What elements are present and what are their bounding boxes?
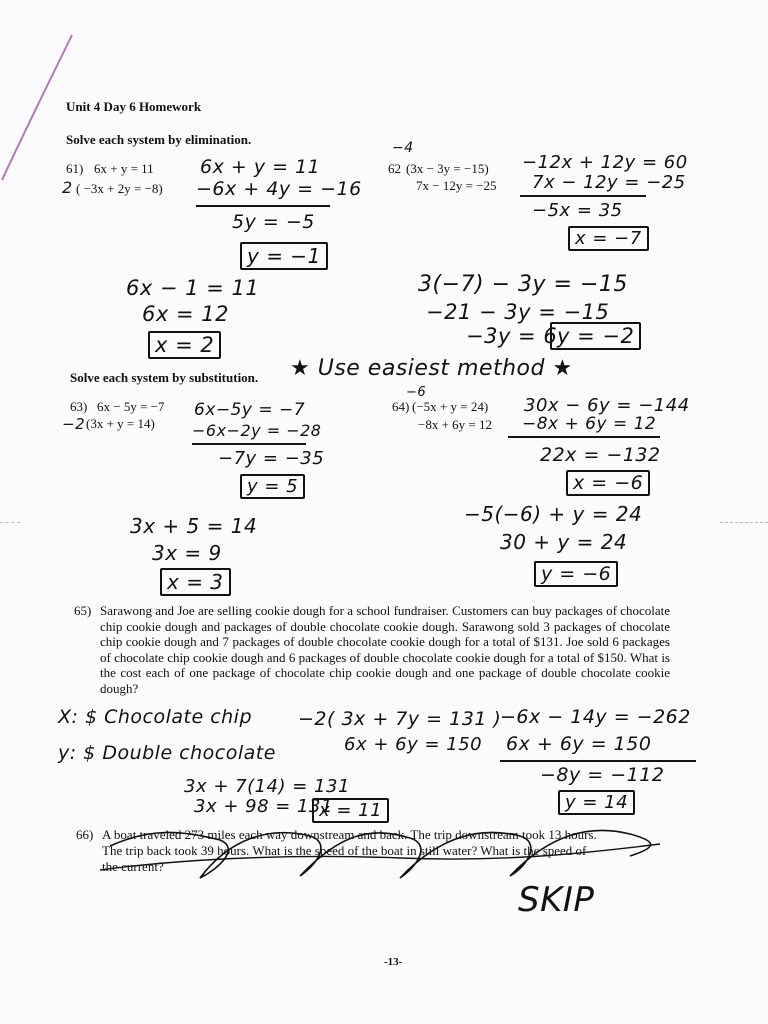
p65-work-line7: 3x + 7(14) = 131 bbox=[184, 776, 350, 797]
p64-work-line3: 22x = −132 bbox=[540, 444, 661, 466]
p62-eq2: 7x − 12y = −25 bbox=[416, 178, 497, 193]
page-number: -13- bbox=[384, 956, 403, 968]
p65-number: 65) bbox=[74, 603, 92, 618]
page-title: Unit 4 Day 6 Homework bbox=[66, 99, 202, 114]
p65-variable-y: y: $ Double chocolate bbox=[58, 742, 276, 764]
p63-work-line6: 3x = 9 bbox=[152, 541, 222, 565]
p61-multiplier: 2 bbox=[62, 178, 73, 197]
p62-work-line5: 3(−7) − 3y = −15 bbox=[418, 272, 628, 297]
p61-eq1: 6x + y = 11 bbox=[94, 161, 154, 176]
p61-eq2: ( −3x + 2y = −8) bbox=[76, 181, 163, 196]
p61-work-line1: 6x + y = 11 bbox=[200, 156, 321, 178]
p63-work-line3: −7y = −35 bbox=[218, 448, 325, 469]
p64-multiplier: −6 bbox=[406, 385, 427, 400]
easiest-method-note: ★ Use easiest method ★ bbox=[290, 356, 573, 381]
instruction-substitution: Solve each system by substitution. bbox=[70, 370, 259, 385]
p62-work-line1: −12x + 12y = 60 bbox=[522, 152, 688, 173]
p63-work-line5: 3x + 5 = 14 bbox=[130, 514, 258, 538]
p62-work-line6: −21 − 3y = −15 bbox=[426, 300, 610, 324]
p62-work-line7: −3y = 6 bbox=[466, 324, 558, 348]
p61-work-line2: −6x + 4y = −16 bbox=[196, 178, 362, 200]
p65-work-line4: 6x + 6y = 150 bbox=[506, 733, 652, 755]
p65-variable-x: X: $ Chocolate chip bbox=[58, 706, 253, 728]
fold-mark-left bbox=[0, 522, 20, 523]
p62-sum-rule bbox=[520, 195, 646, 197]
p65-work-line5: −8y = −112 bbox=[540, 764, 665, 786]
p62-eq1: (3x − 3y = −15) bbox=[406, 161, 489, 176]
p65-work-line2: 6x + 6y = 150 bbox=[344, 734, 483, 755]
p65-work-line3: −6x − 14y = −262 bbox=[500, 706, 691, 728]
p61-answer-y: y = −1 bbox=[240, 242, 328, 270]
p65-work-line1: −2( 3x + 7y = 131 ) bbox=[298, 708, 502, 730]
p62-multiplier: −4 bbox=[392, 140, 414, 156]
p61-work-line5: 6x − 1 = 11 bbox=[126, 276, 260, 300]
p64-eq1: (−5x + y = 24) bbox=[412, 399, 489, 414]
p64-work-line2: −8x + 6y = 12 bbox=[522, 414, 657, 434]
p66-number: 66) bbox=[76, 827, 94, 842]
p63-multiplier: −2 bbox=[62, 415, 86, 433]
p64-answer-x: x = −6 bbox=[566, 470, 650, 496]
p64-number: 64) bbox=[392, 399, 410, 414]
p63-number: 63) bbox=[70, 399, 88, 414]
p61-work-line3: 5y = −5 bbox=[232, 211, 315, 233]
p61-sum-rule bbox=[196, 205, 330, 207]
p64-eq2: −8x + 6y = 12 bbox=[418, 417, 492, 432]
p64-work-line5: −5(−6) + y = 24 bbox=[464, 502, 643, 526]
p63-answer-y: y = 5 bbox=[240, 474, 305, 499]
p66-line3: the current? bbox=[102, 859, 164, 874]
p66-line2: The trip back took 39 hours. What is the speed of the boat in still water? What is the speed of bbox=[102, 843, 587, 858]
p64-work-line6: 30 + y = 24 bbox=[500, 530, 628, 554]
p62-answer-y: y = −2 bbox=[550, 322, 641, 350]
p65-work-line8: 3x + 98 = 131 bbox=[194, 796, 333, 817]
p63-work-line2: −6x−2y = −28 bbox=[192, 421, 322, 440]
p62-work-line3: −5x = 35 bbox=[532, 200, 623, 221]
p66-line1: A boat traveled 273 miles each way downstream and back. The trip downstream took 13 hours. bbox=[102, 827, 597, 842]
p65-answer-x: x = 11 bbox=[312, 798, 389, 823]
p64-work-line1: 30x − 6y = −144 bbox=[524, 395, 690, 416]
p63-answer-x: x = 3 bbox=[160, 568, 231, 596]
p66-skip-note: SKIP bbox=[518, 880, 595, 920]
p64-answer-y: y = −6 bbox=[534, 561, 618, 587]
p63-sum-rule bbox=[192, 443, 306, 445]
p61-work-line6: 6x = 12 bbox=[142, 302, 229, 326]
p65-word-problem: Sarawong and Joe are selling cookie dough for a school fundraiser. Customers can buy packages of chocolate chip cookie dough and packages of double chocolate cookie dough. Sarawong sold 3 packages of chocolate chip cookie dough and 7 packages of double chocolate cookie dough for a total of $131. Joe sold 6 packages of chocolate chip cookie dough and 6 packages of double chocolate cookie dough for a total of $150. What is the cost each of one package of chocolate chip cookie dough and one package of double chocolate cookie dough? bbox=[100, 603, 670, 696]
p63-eq2: (3x + y = 14) bbox=[86, 416, 155, 431]
p62-work-line2: 7x − 12y = −25 bbox=[532, 172, 686, 193]
p63-work-line1: 6x−5y = −7 bbox=[194, 400, 306, 420]
p61-answer-x: x = 2 bbox=[148, 331, 221, 359]
p63-eq1: 6x − 5y = −7 bbox=[97, 399, 165, 414]
p61-number: 61) bbox=[66, 161, 84, 176]
p65-sum-rule bbox=[500, 760, 696, 762]
p62-answer-x: x = −7 bbox=[568, 226, 649, 251]
instruction-elimination: Solve each system by elimination. bbox=[66, 132, 252, 147]
p65-answer-y: y = 14 bbox=[558, 790, 635, 815]
p64-sum-rule bbox=[508, 436, 660, 438]
fold-mark-right bbox=[720, 522, 768, 523]
p62-number: 62 bbox=[388, 161, 401, 176]
